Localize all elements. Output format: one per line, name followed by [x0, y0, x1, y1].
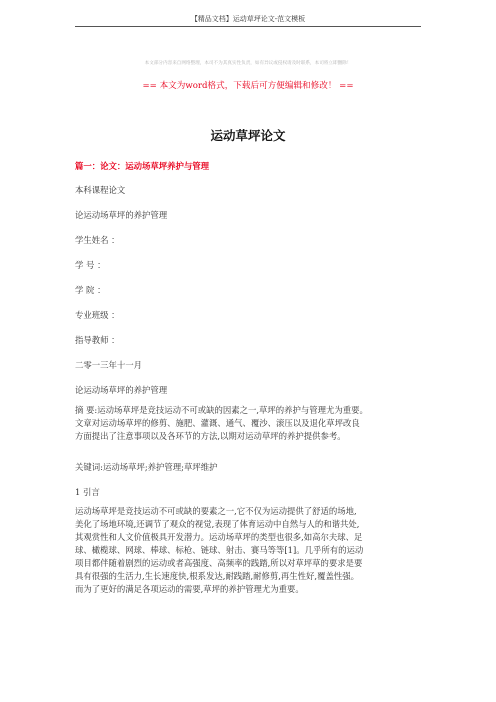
paper-title-repeat: 论运动场草坪的养护管理 [75, 385, 168, 395]
thesis-type: 本科课程论文 [75, 185, 126, 195]
keywords-line: 关键词:运动场草坪;养护管理;草坪维护 [75, 462, 218, 472]
intro-line: 而为了更好的满足各项运动的需要,草坪的养护管理尤为重要。 [75, 584, 304, 594]
abstract-line: 方面提出了注意事项以及各环节的方法,以期对运动草坪的养护提供参考。 [75, 431, 346, 441]
advisor-field: 指导教师 ： [75, 335, 120, 345]
intro-line: 美化了场地环境,还调节了观众的视觉,表现了体育运动中自然与人的和谐共处, [75, 519, 360, 529]
student-name-field: 学生姓名 ： [75, 235, 120, 245]
intro-line: 具有很强的生活力,生长速度快,根系发达,耐践踏,耐修剪,再生性好,覆盖性强。 [75, 571, 359, 581]
disclaimer-text: 本文部分内容来自网络整理，本司不为其真实性负责，如有异议或侵权请及时联系，本司将立即删除！ [144, 61, 352, 66]
header-divider [75, 26, 421, 27]
abstract-paragraph [75, 404, 431, 443]
word-format-banner: == 本文为word格式，下载后可方便编辑和修改！ == [142, 81, 354, 91]
intro-heading: 1 引言 [75, 487, 100, 497]
major-class-field: 专业班级 ： [75, 310, 120, 320]
intro-line: 运动场草坪是竞技运动不可或缺的要素之一,它不仅为运动提供了舒适的场地, [75, 506, 357, 516]
date-text: 二零一三年十一月 [75, 360, 142, 370]
page-header-title: 【精品文档】运动草坪论文-范文模板 [190, 15, 306, 23]
intro-line: 其观赏性和人文价值极具开发潜力。运动场草坪的类型也很多,如高尔夫球、足 [75, 532, 363, 542]
paper-title: 论运动场草坪的养护管理 [75, 210, 168, 220]
section-heading: 篇一：论文：运动场草坪养护与管理 [75, 161, 209, 171]
abstract-line: 文章对运动场草坪的修剪、施肥、灌溉、通气、覆沙、滚压以及退化草坪改良 [75, 418, 360, 428]
intro-paragraph [75, 505, 431, 596]
student-id-field: 学 号 ： [75, 260, 106, 270]
document-title: 运动草坪论文 [210, 128, 286, 143]
intro-line: 项目都伴随着剧烈的运动或者高强度、高频率的践踏,所以对草坪草的要求是要 [75, 558, 363, 568]
abstract-line: 摘 要:运动场草坪是竞技运动不可或缺的因素之一,草坪的养护与管理尤为重要。 [75, 405, 368, 415]
intro-line: 球、橄榄球、网球、棒球、标枪、链球、射击、赛马等等[1]。几乎所有的运动 [75, 545, 364, 555]
school-field: 学 院 ： [75, 285, 106, 295]
